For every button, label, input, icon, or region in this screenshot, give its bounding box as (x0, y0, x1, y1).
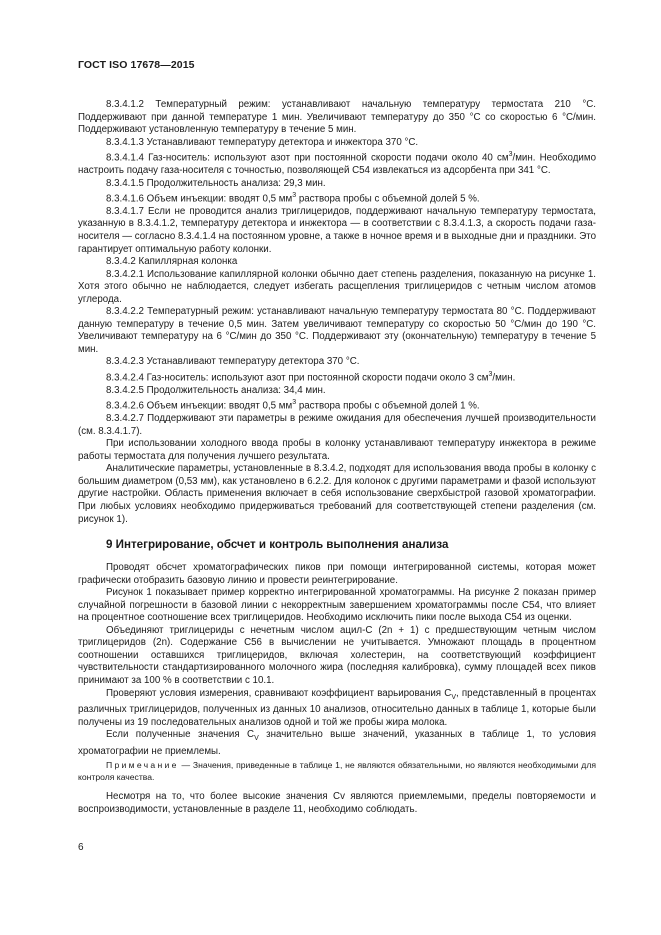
section-9-paragraph-6: Несмотря на то, что более высокие значения Cv являются приемлемыми, пределы повторяемости и воспроизводимости, установленные в разделе 11, необходимо соблюдать. (78, 791, 596, 815)
document-body (78, 99, 596, 816)
paragraph-8-3-4-2-6 (78, 397, 596, 413)
text-run: 8.3.4.1.4 Газ-носитель: используют азот при постоянной скорости подачи около 40 см (106, 152, 509, 164)
paragraph-8-3-4-2-7: 8.3.4.2.7 Поддерживают эти параметры в режиме ожидания для обеспечения лучшей производительности (см. 8.3.4.1.7). (78, 413, 596, 437)
text-run: раствора пробы с объемной долей 1 %. (296, 400, 480, 412)
text-run: 8.3.4.1.6 Объем инъекции: вводят 0,5 мм (106, 193, 293, 205)
page-number: 6 (78, 842, 84, 853)
note-text: — Значения, приведенные в таблице 1, не являются обязательными, но являются необходимыми для контроля качества. (78, 760, 596, 782)
section-9-paragraph-5 (78, 729, 596, 758)
paragraph-cold-injection: При использовании холодного ввода пробы в колонку устанавливают температуру инжектора в режиме работы термостата для получения лучшего результата. (78, 438, 596, 462)
superscript: 3 (292, 399, 297, 407)
text-run: 8.3.4.2.6 Объем инъекции: вводят 0,5 мм (106, 400, 293, 412)
paragraph-8-3-4-2-3: 8.3.4.2.3 Устанавливают температуру детектора 370 °C. (106, 356, 360, 368)
section-9-paragraph-2: Рисунок 1 показывает пример корректно интегрированной хроматограммы. На рисунке 2 показан пример случайной погрешности в базовой линии с некорректным завершением хроматограммы после C54, что влияет на процентное соотношение всех триглицеридов. Необходимо исключить пики после выхода C54 из оценки. (78, 587, 596, 624)
superscript: 3 (488, 370, 493, 378)
paragraph-8-3-4-1-7: 8.3.4.1.7 Если не проводится анализ триглицеридов, поддерживают начальную температуру термостата, указанную в 8.3.4.1.2, температуру детектора и инжектора — в соответствии с 8.3.4.1.3, а скорость подачи газа-носителя — согласно 8.3.4.1.4 на постоянном уровне, а также в ночное время и в выходные дни и праздники. Это гарантирует оптимальную работу колонки. (78, 205, 596, 255)
subscript: V (254, 735, 259, 743)
document-header: ГОСТ ISO 17678—2015 (78, 59, 195, 71)
section-9-paragraph-1: Проводят обсчет хроматографических пиков при помощи интегрированной системы, которая может графически отобразить базовую линию и провести реинтегрирование. (78, 562, 596, 586)
text-run: /мин. Необходимо настроить подачу газа-носителя с точностью, позволяющей C54 извлекаться из адсорбента при 341 °C. (78, 152, 596, 176)
paragraph-8-3-4-1-3: 8.3.4.1.3 Устанавливают температуру детектора и инжектора 370 °C. (106, 136, 419, 148)
text-run: /мин. (492, 372, 516, 384)
note (78, 760, 596, 783)
paragraph-8-3-4-2: 8.3.4.2 Капиллярная колонка (106, 256, 238, 268)
subscript: V (451, 693, 456, 701)
paragraph-8-3-4-2-4 (78, 369, 596, 385)
note-label: Примечание (106, 760, 179, 771)
paragraph-8-3-4-1-5: 8.3.4.1.5 Продолжительность анализа: 29,3 мин. (106, 177, 326, 189)
paragraph-analytical-parameters: Аналитические параметры, установленные в 8.3.4.2, подходят для использования ввода пробы в колонку с большим диаметром (0,53 мм), как установлено в 6.2.2. Для колонок с другими параметрами и фазой используют другие настройки. Область применения включает в себя использование сверхбыстрой газовой хроматографии. При любых условиях необходимо придерживаться требований для соответствующей степени разделения (см. рисунок 1). (78, 463, 596, 525)
text-run: 8.3.4.2.4 Газ-носитель: используют азот при постоянной скорости подачи около 3 см (106, 372, 489, 384)
paragraph-8-3-4-1-6 (78, 190, 596, 206)
paragraph-8-3-4-2-1: 8.3.4.2.1 Использование капиллярной колонки обычно дает степень разделения, показанную на рисунке 1. Хотя этого обычно не наблюдается, следует избегать расщепления триглицеридов с четным числом атомов углерода. (78, 268, 596, 305)
text-run: Проверяют условия измерения, сравнивают коэффициент варьирования C (106, 687, 452, 699)
section-9-paragraph-4 (78, 688, 596, 730)
paragraph-8-3-4-2-2: 8.3.4.2.2 Температурный режим: устанавливают начальную температуру термостата 80 °C. Поддерживают данную температуру в течение 0,5 мин. Затем увеличивают температуру со скоростью 50 °C/мин до 190 °C. Увеличивают температуру на 6 °C/мин до 350 °C. Поддерживают эту (окончательную) температуру в течение 5 мин. (78, 306, 596, 355)
section-9-heading: 9 Интегрирование, обсчет и контроль выполнения анализа (106, 538, 449, 552)
superscript: 3 (508, 151, 513, 159)
section-9-paragraph-3: Объединяют триглицериды с нечетным числом ацил-C (2n + 1) с предшествующим четным числом триглицеридов (2n). Содержание C56 в вычислении не учитывается. Умножают площадь в процентном соотношении оставшихся триглицеридов, включая холестерин, на соответствующий коэффициент чувствительности стандартизированного молочного жира (последняя калибровка), сумму площадей всех пиков принимают за 100 % в соответствии с 10.1. (78, 624, 596, 686)
text-run: , представленный в процентах различных триглицеридов, полученных из данных 10 анализов, относительно данных в таблице 1, которые были получены из 19 последовательных анализов одной и той же пробы жира молока. (78, 687, 596, 728)
paragraph-8-3-4-2-5: 8.3.4.2.5 Продолжительность анализа: 34,4 мин. (106, 384, 326, 396)
text-run: Если полученные значения C (106, 729, 255, 741)
paragraph-8-3-4-1-2: 8.3.4.1.2 Температурный режим: устанавливают начальную температуру термостата 210 °C. Поддерживают при данной температуре 1 мин. Увеличивают температуру до 350 °C со скоростью 6 °C/мин. Поддерживают установленную температуру в течение 5 мин. (78, 99, 596, 136)
paragraph-8-3-4-1-4 (78, 149, 596, 177)
superscript: 3 (292, 192, 297, 200)
text-run: раствора пробы с объемной долей 5 %. (296, 193, 480, 205)
text-run: значительно выше значений, указанных в таблице 1, то условия хроматографии не приемлемы. (78, 729, 596, 757)
